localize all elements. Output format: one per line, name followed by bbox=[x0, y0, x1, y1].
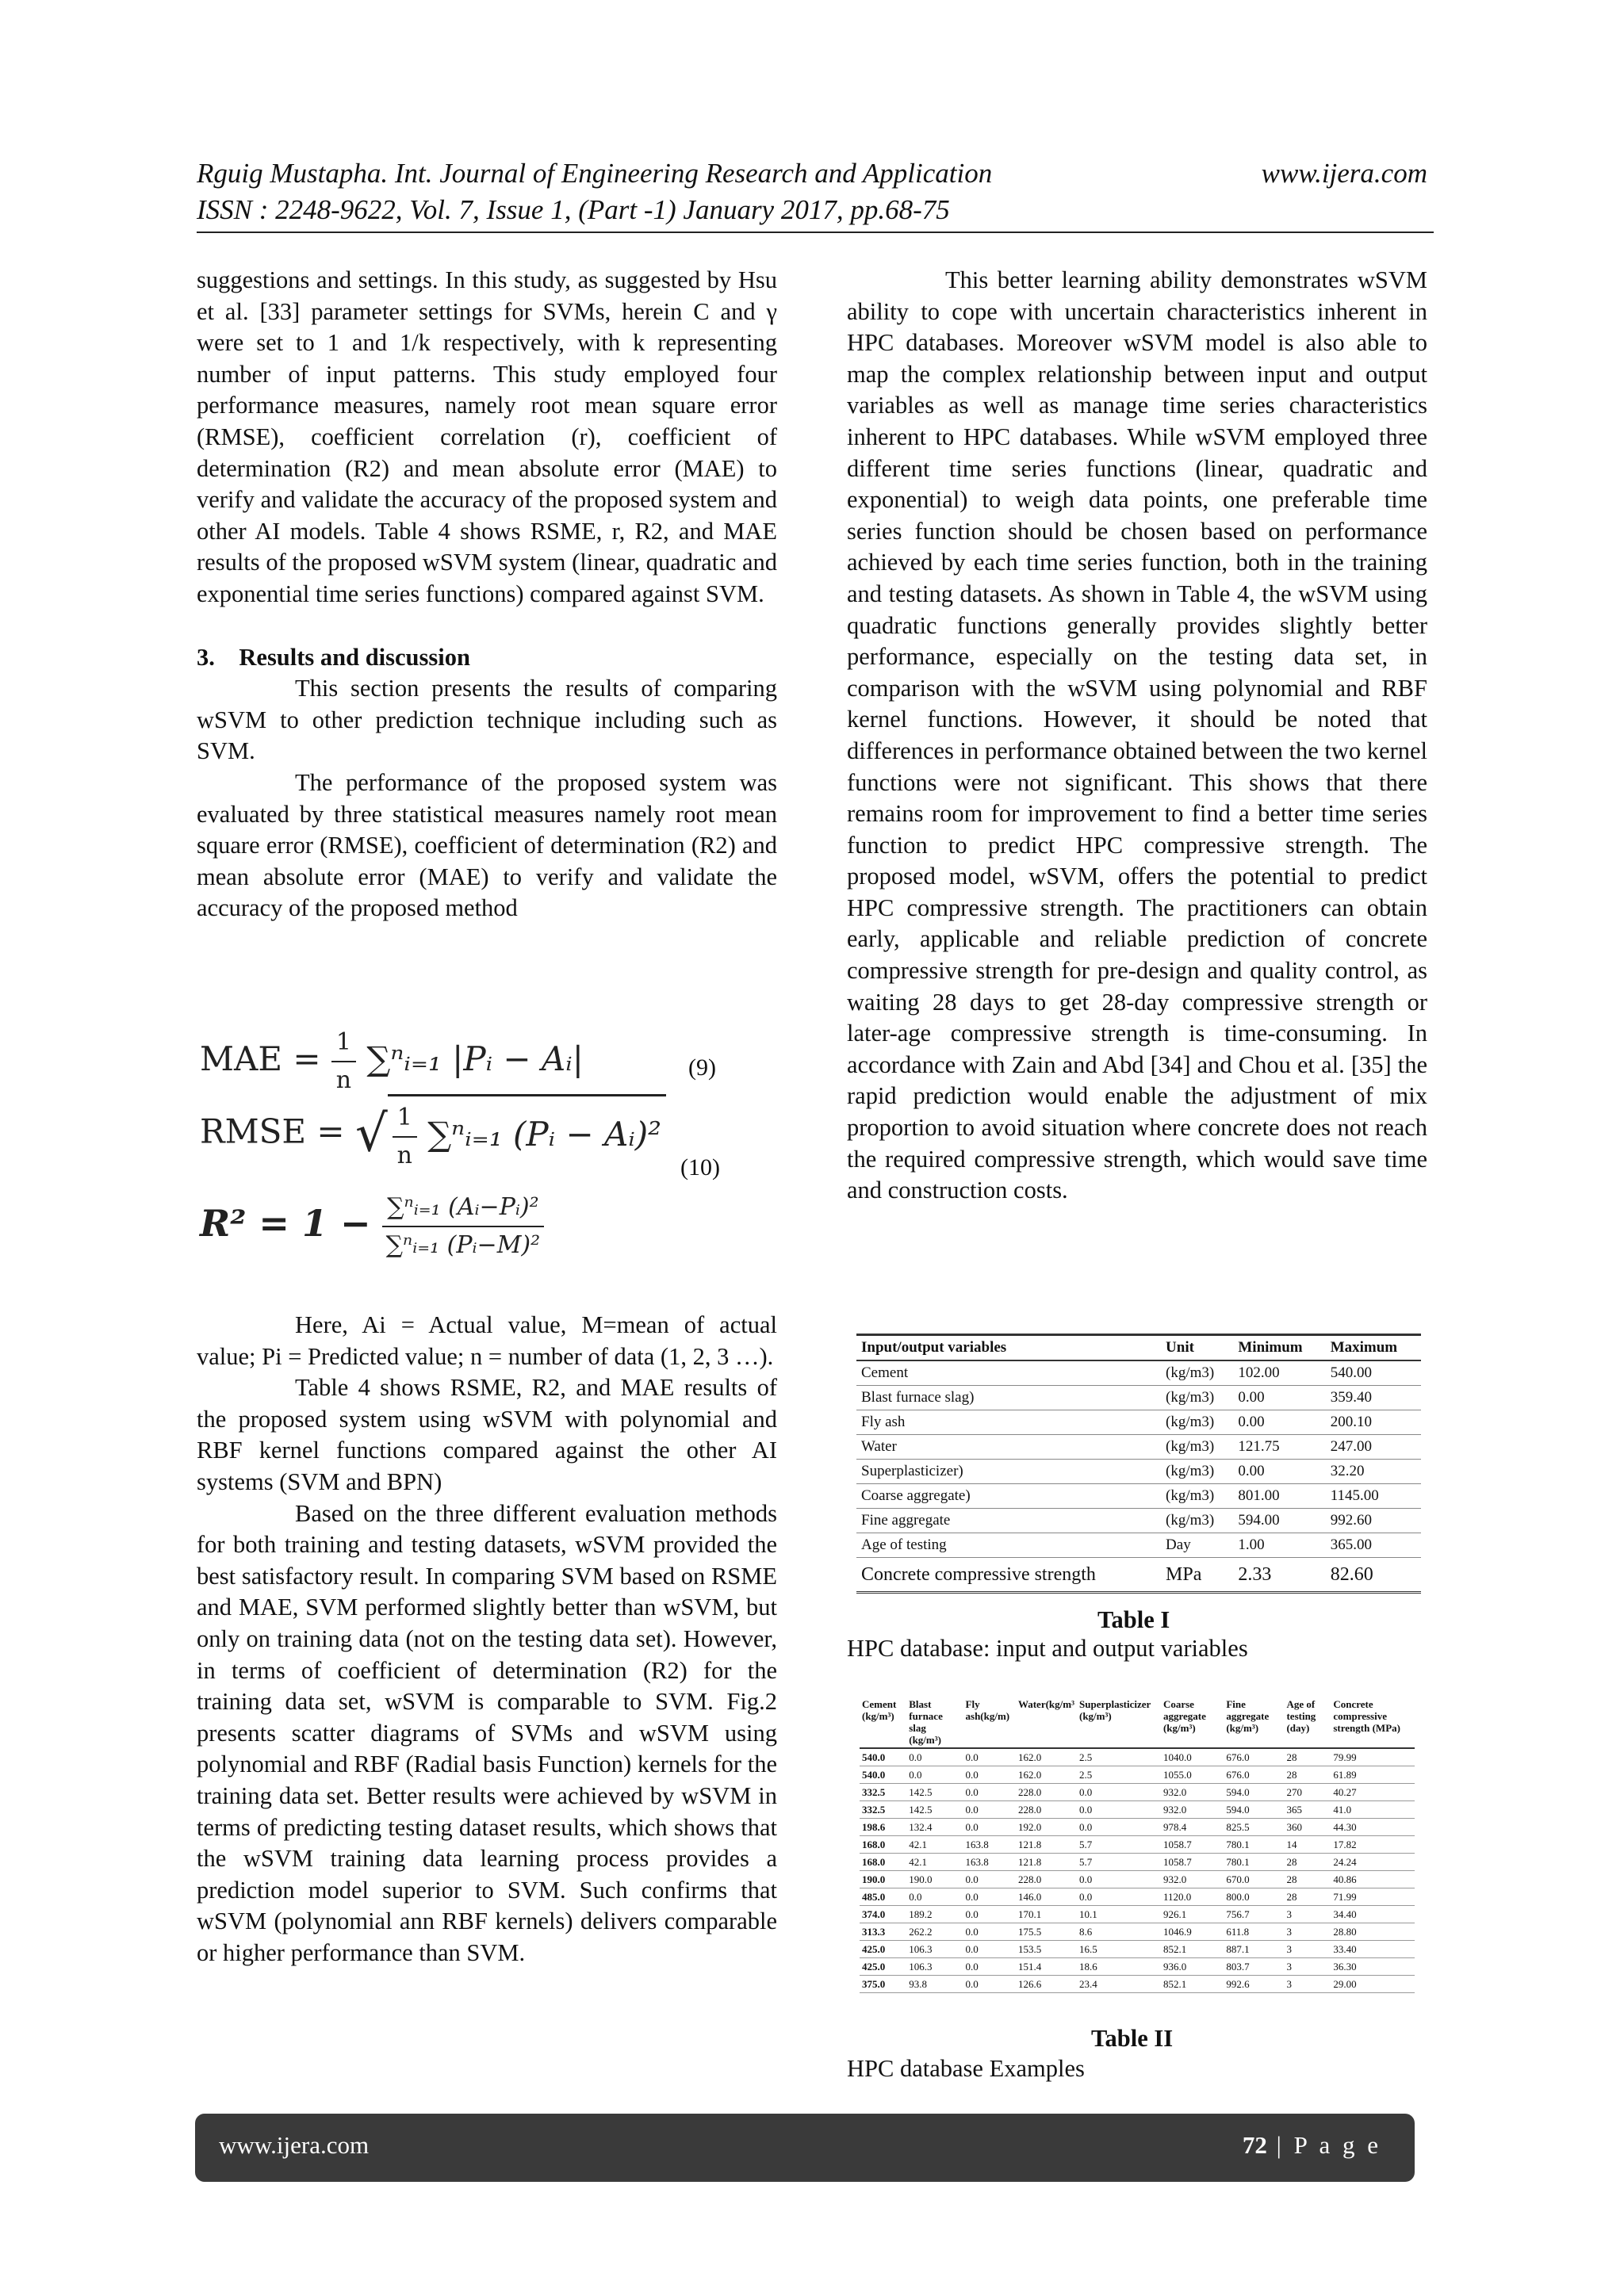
equation-number: (9) bbox=[688, 1054, 716, 1081]
table-cell: 162.0 bbox=[1016, 1766, 1077, 1784]
table-cell: Cement bbox=[856, 1360, 1161, 1386]
column-header: Cement (kg/m³) bbox=[860, 1697, 906, 1748]
table-cell: 262.2 bbox=[906, 1923, 963, 1941]
table-row bbox=[860, 1888, 1415, 1906]
table-cell: 28 bbox=[1284, 1854, 1331, 1871]
table-cell: 17.82 bbox=[1331, 1836, 1415, 1854]
table-cell: 3 bbox=[1284, 1941, 1331, 1958]
table-cell: 0.0 bbox=[963, 1819, 1016, 1836]
table-cell: 28 bbox=[1284, 1871, 1331, 1888]
page-number: 72 | P a g e bbox=[1242, 2131, 1381, 2159]
table-cell: 3 bbox=[1284, 1976, 1331, 1993]
table-cell: 228.0 bbox=[1016, 1784, 1077, 1801]
table-cell: 800.0 bbox=[1224, 1888, 1284, 1906]
table-cell: 3 bbox=[1284, 1906, 1331, 1923]
table-cell: 756.7 bbox=[1224, 1906, 1284, 1923]
table-cell: 611.8 bbox=[1224, 1923, 1284, 1941]
table-cell: 142.5 bbox=[906, 1784, 963, 1801]
table-cell: Water bbox=[856, 1435, 1161, 1460]
table-cell: (kg/m3) bbox=[1161, 1509, 1233, 1533]
table-cell: (kg/m3) bbox=[1161, 1484, 1233, 1509]
table-row bbox=[856, 1509, 1421, 1533]
table-cell: 142.5 bbox=[906, 1801, 963, 1819]
table-cell: 93.8 bbox=[906, 1976, 963, 1993]
table-cell: 0.00 bbox=[1233, 1410, 1325, 1435]
table-input-output-variables bbox=[856, 1334, 1421, 1594]
table-cell: 28.80 bbox=[1331, 1923, 1415, 1941]
table-cell: 803.7 bbox=[1224, 1958, 1284, 1976]
table-cell: 29.00 bbox=[1331, 1976, 1415, 1993]
table-row bbox=[860, 1801, 1415, 1819]
table-cell: 0.0 bbox=[906, 1888, 963, 1906]
table-cell: (kg/m3) bbox=[1161, 1460, 1233, 1484]
table-cell: 0.0 bbox=[963, 1801, 1016, 1819]
table-cell: 594.0 bbox=[1224, 1784, 1284, 1801]
table-cell: Concrete compressive strength bbox=[856, 1558, 1161, 1593]
table-cell: 190.0 bbox=[860, 1871, 906, 1888]
table-cell: 540.00 bbox=[1326, 1360, 1421, 1386]
paragraph: Table 4 shows RSME, R2, and MAE results of the proposed system using wSVM with polynomial and RBF kernel functions compared against the other AI systems (SVM and BPN) bbox=[197, 1374, 777, 1495]
table-cell: (kg/m3) bbox=[1161, 1360, 1233, 1386]
table-cell: 42.1 bbox=[906, 1854, 963, 1871]
table-row bbox=[856, 1533, 1421, 1558]
table-cell: 153.5 bbox=[1016, 1941, 1077, 1958]
table-cell: 2.5 bbox=[1077, 1766, 1161, 1784]
table-row bbox=[856, 1435, 1421, 1460]
table-row bbox=[860, 1923, 1415, 1941]
table-cell: 162.0 bbox=[1016, 1748, 1077, 1766]
table-cell: 42.1 bbox=[906, 1836, 963, 1854]
table-title: Table II bbox=[1091, 2025, 1174, 2052]
table-cell: Day bbox=[1161, 1533, 1233, 1558]
paragraph: This better learning ability demonstrates wSVM ability to cope with uncertain characteristics inherent in HPC databases. Moreover wSVM model is also able to map the complex relationship between input and output variables as well as manage time series characteristics inherent to HPC databases. While wSVM employed three different time series functions (linear, quadratic and exponential) to weigh data points, one preferable time series function should be chosen based on performance achieved by each time series function, both in the training and testing datasets. As shown in Table 4, the wSVM using quadratic functions generally provides slightly better performance, especially on the testing data set, in comparison with the wSVM using polynomial and RBF kernel functions. However, it should be noted that differences in performance obtained between the two kernel functions were not significant. This shows that there remains room for improvement to find a better time series function to predict HPC compressive strength. The proposed model, wSVM, offers the potential to predict HPC compressive strength. The practitioners can obtain early, applicable and reliable prediction of concrete compressive strength for pre-design and quality control, as waiting 28 days to get 28-day compressive strength or later-age compressive strength is time-consuming. In accordance with Zain and Abd [34] and Chou et al. [35] the rapid prediction would enable the adjustment of mix proportion to avoid situation where concrete does not reach the required compressive strength, which would save time and construction costs. bbox=[847, 266, 1427, 1204]
table-cell: 978.4 bbox=[1161, 1819, 1224, 1836]
table-cell: 1055.0 bbox=[1161, 1766, 1224, 1784]
table-cell: 247.00 bbox=[1326, 1435, 1421, 1460]
table-row bbox=[860, 1766, 1415, 1784]
table-cell: 887.1 bbox=[1224, 1941, 1284, 1958]
table-cell: MPa bbox=[1161, 1558, 1233, 1593]
table-cell: 1145.00 bbox=[1326, 1484, 1421, 1509]
table-cell: 594.0 bbox=[1224, 1801, 1284, 1819]
table-cell: 163.8 bbox=[963, 1854, 1016, 1871]
table-cell: 121.8 bbox=[1016, 1836, 1077, 1854]
table-cell: 932.0 bbox=[1161, 1784, 1224, 1801]
left-column-lower bbox=[197, 1310, 777, 1969]
table-cell: 852.1 bbox=[1161, 1941, 1224, 1958]
table-row bbox=[856, 1360, 1421, 1386]
table-cell: 33.40 bbox=[1331, 1941, 1415, 1958]
table-cell: 168.0 bbox=[860, 1836, 906, 1854]
column-header: Water(kg/m³ bbox=[1016, 1697, 1077, 1748]
table-cell: 0.0 bbox=[963, 1976, 1016, 1993]
table-cell: Age of testing bbox=[856, 1533, 1161, 1558]
table-row bbox=[856, 1386, 1421, 1410]
table-cell: 121.8 bbox=[1016, 1854, 1077, 1871]
table-cell: 5.7 bbox=[1077, 1836, 1161, 1854]
table-cell: 61.89 bbox=[1331, 1766, 1415, 1784]
table-cell: 825.5 bbox=[1224, 1819, 1284, 1836]
table-cell: 0.0 bbox=[963, 1923, 1016, 1941]
table-cell: 0.0 bbox=[963, 1888, 1016, 1906]
table-cell: 0.0 bbox=[963, 1906, 1016, 1923]
right-column bbox=[847, 265, 1427, 1207]
table-cell: 0.0 bbox=[963, 1871, 1016, 1888]
table-cell: 190.0 bbox=[906, 1871, 963, 1888]
table-cell: 106.3 bbox=[906, 1941, 963, 1958]
table-cell: 540.0 bbox=[860, 1766, 906, 1784]
table-cell: 163.8 bbox=[963, 1836, 1016, 1854]
table-cell: 332.5 bbox=[860, 1784, 906, 1801]
table-cell: 676.0 bbox=[1224, 1748, 1284, 1766]
table-cell: 992.60 bbox=[1326, 1509, 1421, 1533]
table-row bbox=[860, 1748, 1415, 1766]
table-cell: 146.0 bbox=[1016, 1888, 1077, 1906]
table-cell: 36.30 bbox=[1331, 1958, 1415, 1976]
table-cell: 18.6 bbox=[1077, 1958, 1161, 1976]
column-header: Blast furnace slag (kg/m³) bbox=[906, 1697, 963, 1748]
table-cell: 374.0 bbox=[860, 1906, 906, 1923]
table-cell: 41.0 bbox=[1331, 1801, 1415, 1819]
column-header: Concrete compressive strength (MPa) bbox=[1331, 1697, 1415, 1748]
table-cell: 992.6 bbox=[1224, 1976, 1284, 1993]
table-cell: 32.20 bbox=[1326, 1460, 1421, 1484]
table-cell: Fine aggregate bbox=[856, 1509, 1161, 1533]
table-cell: 2.33 bbox=[1233, 1558, 1325, 1593]
table-cell: 28 bbox=[1284, 1748, 1331, 1766]
table-cell: 0.0 bbox=[1077, 1871, 1161, 1888]
table-row bbox=[860, 1819, 1415, 1836]
table-cell: 932.0 bbox=[1161, 1871, 1224, 1888]
table-cell: 170.1 bbox=[1016, 1906, 1077, 1923]
table-cell: 200.10 bbox=[1326, 1410, 1421, 1435]
column-header: Coarse aggregate (kg/m³) bbox=[1161, 1697, 1224, 1748]
column-header: Unit bbox=[1161, 1335, 1233, 1361]
table-row bbox=[856, 1484, 1421, 1509]
table-cell: 1046.9 bbox=[1161, 1923, 1224, 1941]
section-heading: 3. Results and discussion bbox=[197, 643, 470, 671]
table-cell: 332.5 bbox=[860, 1801, 906, 1819]
table-cell: 121.75 bbox=[1233, 1435, 1325, 1460]
table-cell: 106.3 bbox=[906, 1958, 963, 1976]
table-title: Table I bbox=[1097, 1606, 1170, 1633]
table-cell: 0.0 bbox=[963, 1766, 1016, 1784]
table-cell: Superplasticizer) bbox=[856, 1460, 1161, 1484]
table-cell: Fly ash bbox=[856, 1410, 1161, 1435]
table-cell: 79.99 bbox=[1331, 1748, 1415, 1766]
running-header bbox=[197, 155, 1434, 228]
table-cell: 192.0 bbox=[1016, 1819, 1077, 1836]
table-cell: 0.0 bbox=[1077, 1784, 1161, 1801]
table-cell: Coarse aggregate) bbox=[856, 1484, 1161, 1509]
table-cell: 270 bbox=[1284, 1784, 1331, 1801]
left-column bbox=[197, 265, 777, 924]
table-cell: 936.0 bbox=[1161, 1958, 1224, 1976]
table-cell: 0.0 bbox=[1077, 1819, 1161, 1836]
column-header: Fine aggregate (kg/m³) bbox=[1224, 1697, 1284, 1748]
table-cell: (kg/m3) bbox=[1161, 1386, 1233, 1410]
table-cell: 375.0 bbox=[860, 1976, 906, 1993]
table-cell: 44.30 bbox=[1331, 1819, 1415, 1836]
table-cell: 926.1 bbox=[1161, 1906, 1224, 1923]
paragraph: This section presents the results of comparing wSVM to other prediction technique including such as SVM. bbox=[197, 675, 777, 765]
table-cell: 228.0 bbox=[1016, 1871, 1077, 1888]
table-cell: 23.4 bbox=[1077, 1976, 1161, 1993]
table-cell: 1040.0 bbox=[1161, 1748, 1224, 1766]
equation-mae: MAE = $\frac{1}{n}$ ∑ⁿᵢ₌₁ |Pᵢ − Aᵢ| bbox=[200, 1024, 584, 1099]
table-cell: 28 bbox=[1284, 1888, 1331, 1906]
table-row bbox=[856, 1460, 1421, 1484]
table-cell: (kg/m3) bbox=[1161, 1435, 1233, 1460]
header-journal: Rguig Mustapha. Int. Journal of Engineering Research and Application bbox=[197, 158, 993, 189]
table-cell: 0.0 bbox=[1077, 1801, 1161, 1819]
footer-bar bbox=[195, 2114, 1415, 2182]
table-cell: 932.0 bbox=[1161, 1801, 1224, 1819]
table-cell: 359.40 bbox=[1326, 1386, 1421, 1410]
table-cell: 1120.0 bbox=[1161, 1888, 1224, 1906]
table-cell: 780.1 bbox=[1224, 1854, 1284, 1871]
paragraph: The performance of the proposed system was evaluated by three statistical measures namely root mean square error (RMSE), coefficient of determination (R2) and mean absolute error (MAE) to verify and validate the accuracy of the proposed method bbox=[197, 768, 777, 922]
table-cell: 0.0 bbox=[1077, 1888, 1161, 1906]
table-row bbox=[860, 1906, 1415, 1923]
header-issn: ISSN : 2248-9622, Vol. 7, Issue 1, (Part -1) January 2017, pp.68-75 bbox=[197, 194, 950, 225]
table-cell: 0.0 bbox=[906, 1748, 963, 1766]
table-cell: 34.40 bbox=[1331, 1906, 1415, 1923]
equation-r2: R² = 1 − $\frac{\text{∑ⁿᵢ₌₁ (Aᵢ−Pᵢ)²}}{\text{∑ⁿᵢ₌₁ (Pᵢ−M)²}}$ bbox=[200, 1189, 544, 1264]
table-cell: 198.6 bbox=[860, 1819, 906, 1836]
table-cell: 71.99 bbox=[1331, 1888, 1415, 1906]
table-cell: 168.0 bbox=[860, 1854, 906, 1871]
table-cell: 132.4 bbox=[906, 1819, 963, 1836]
table-cell: 676.0 bbox=[1224, 1766, 1284, 1784]
table-cell: 0.0 bbox=[963, 1784, 1016, 1801]
table-cell: 16.5 bbox=[1077, 1941, 1161, 1958]
table-cell: 5.7 bbox=[1077, 1854, 1161, 1871]
table-cell: 0.0 bbox=[963, 1958, 1016, 1976]
table-cell: 365 bbox=[1284, 1801, 1331, 1819]
table-cell: 313.3 bbox=[860, 1923, 906, 1941]
table-cell: 1058.7 bbox=[1161, 1854, 1224, 1871]
table-cell: 82.60 bbox=[1326, 1558, 1421, 1593]
table-cell: 151.4 bbox=[1016, 1958, 1077, 1976]
table-cell: 360 bbox=[1284, 1819, 1331, 1836]
table-cell: 425.0 bbox=[860, 1958, 906, 1976]
table-cell: 594.00 bbox=[1233, 1509, 1325, 1533]
table-cell: 10.1 bbox=[1077, 1906, 1161, 1923]
table-hpc-examples bbox=[860, 1697, 1415, 1993]
table-cell: 0.0 bbox=[963, 1941, 1016, 1958]
table-row bbox=[860, 1784, 1415, 1801]
table-cell: Blast furnace slag) bbox=[856, 1386, 1161, 1410]
table-cell: 175.5 bbox=[1016, 1923, 1077, 1941]
table-caption: HPC database: input and output variables bbox=[847, 1635, 1248, 1662]
table-cell: 485.0 bbox=[860, 1888, 906, 1906]
table-cell: 102.00 bbox=[1233, 1360, 1325, 1386]
table-cell: 670.0 bbox=[1224, 1871, 1284, 1888]
table-cell: 40.86 bbox=[1331, 1871, 1415, 1888]
table-cell: 228.0 bbox=[1016, 1801, 1077, 1819]
header-site-link[interactable]: www.ijera.com bbox=[1261, 158, 1427, 189]
table-cell: 28 bbox=[1284, 1766, 1331, 1784]
table-cell: 0.0 bbox=[963, 1748, 1016, 1766]
table-cell: 14 bbox=[1284, 1836, 1331, 1854]
table-cell: 540.0 bbox=[860, 1748, 906, 1766]
column-header: Fly ash(kg/m) bbox=[963, 1697, 1016, 1748]
table-cell: 0.00 bbox=[1233, 1460, 1325, 1484]
column-header: Maximum bbox=[1326, 1335, 1421, 1361]
table-cell: 1.00 bbox=[1233, 1533, 1325, 1558]
table-row bbox=[860, 1854, 1415, 1871]
table-row bbox=[856, 1558, 1421, 1593]
table-cell: 425.0 bbox=[860, 1941, 906, 1958]
footer-site-link[interactable]: www.ijera.com bbox=[219, 2131, 370, 2159]
column-header: Input/output variables bbox=[856, 1335, 1161, 1361]
table-cell: 780.1 bbox=[1224, 1836, 1284, 1854]
table-cell: 40.27 bbox=[1331, 1784, 1415, 1801]
table-row bbox=[860, 1941, 1415, 1958]
table-cell: 8.6 bbox=[1077, 1923, 1161, 1941]
table-cell: 801.00 bbox=[1233, 1484, 1325, 1509]
table-row bbox=[860, 1836, 1415, 1854]
table-row bbox=[860, 1871, 1415, 1888]
table-cell: 852.1 bbox=[1161, 1976, 1224, 1993]
table-cell: 189.2 bbox=[906, 1906, 963, 1923]
paragraph: Based on the three different evaluation methods for both training and testing datasets, wSVM provided the best satisfactory result. In comparing SVM based on RSME and MAE, SVM performed slightly better than wSVM, but only on training data (not on the testing data set). However, in terms of coefficient of determination (R2) for the training data set, wSVM is comparable to SVM. Fig.2 presents scatter diagrams of SVMs and wSVM using polynomial and RBF (Radial basis Function) kernels for the training data set. Better results were achieved by wSVM in terms of predicting testing dataset results, which shows that the wSVM training data learning process provides a prediction model superior to SVM. Such confirms that wSVM (polynomial ann RBF kernels) delivers comparable or higher performance than SVM. bbox=[197, 1499, 777, 1966]
column-header: Minimum bbox=[1233, 1335, 1325, 1361]
table-cell: 3 bbox=[1284, 1923, 1331, 1941]
table-cell: 365.00 bbox=[1326, 1533, 1421, 1558]
table-row bbox=[860, 1976, 1415, 1993]
table-cell: 126.6 bbox=[1016, 1976, 1077, 1993]
table-row bbox=[860, 1958, 1415, 1976]
table-cell: 0.0 bbox=[906, 1766, 963, 1784]
column-header: Superplasticizer (kg/m³) bbox=[1077, 1697, 1161, 1748]
paragraph: Here, Ai = Actual value, M=mean of actual value; Pi = Predicted value; n = number of data (1, 2, 3 …). bbox=[197, 1311, 777, 1370]
paragraph: suggestions and settings. In this study, as suggested by Hsu et al. [33] parameter settings for SVMs, herein C and γ were set to 1 and 1/k respectively, with k representing number of input patterns. This study employed four performance measures, namely root mean square error (RMSE), coefficient correlation (r), coefficient of determination (R2) and mean absolute error (MAE) to verify and validate the accuracy of the proposed system and other AI models. Table 4 shows RSME, r, R2, and MAE results of the proposed wSVM system (linear, quadratic and exponential time series functions) compared against SVM. bbox=[197, 266, 777, 607]
table-cell: 3 bbox=[1284, 1958, 1331, 1976]
table-cell: 0.00 bbox=[1233, 1386, 1325, 1410]
table-row bbox=[856, 1410, 1421, 1435]
equation-rmse: RMSE = √ $\frac{1}{n}$ ∑ⁿᵢ₌₁ (Pᵢ − Aᵢ)² bbox=[200, 1094, 666, 1174]
table-cell: 2.5 bbox=[1077, 1748, 1161, 1766]
header-rule bbox=[197, 232, 1434, 233]
table-cell: (kg/m3) bbox=[1161, 1410, 1233, 1435]
table-cell: 24.24 bbox=[1331, 1854, 1415, 1871]
table-caption: HPC database Examples bbox=[847, 2055, 1085, 2082]
equation-number: (10) bbox=[680, 1154, 720, 1181]
table-cell: 1058.7 bbox=[1161, 1836, 1224, 1854]
column-header: Age of testing (day) bbox=[1284, 1697, 1331, 1748]
